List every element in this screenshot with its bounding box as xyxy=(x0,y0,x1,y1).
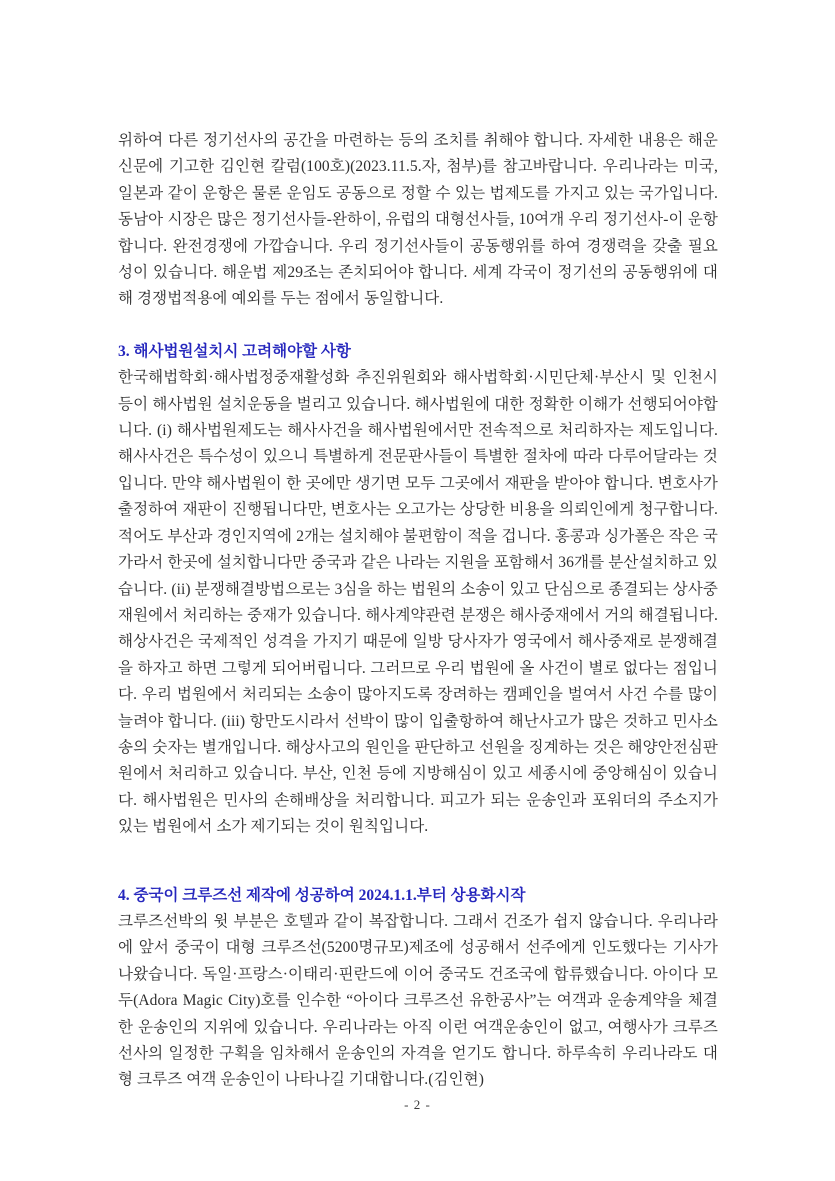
section-3-heading: 3. 해사법원설치시 고려해야할 사항 xyxy=(118,342,351,360)
section-3-paragraph-maritime-court: 한국해법학회·해사법정중재활성화 추진위원회와 해사법학회·시민단체·부산시 및 인천시 등이 해사법원 설치운동을 벌리고 있습니다. 해사법원에 대한 정확한 이해가 선행되어야합니다. (i) 해사법원제도는 해사사건을 해사법원에서만 전속적으로 처리하자는 제도입니다. 해사사건은 특수성이 있으니 특별하게 전문판사들이 특별한 절차에 따라 다루어달라는 것입니다. 만약 해사법원이 한 곳에만 생기면 모두 그곳에서 재판을 받아야 합니다. 변호사가 출정하여 재판이 진행됩니다만, 변호사는 오고가는 상당한 비용을 의뢰인에게 청구합니다. 적어도 부산과 경인지역에 2개는 설치해야 불편함이 적을 겁니다. 홍콩과 싱가폴은 작은 국가라서 한곳에 설치합니다만 중국과 같은 나라는 지원을 포함해서 36개를 분산설치하고 있습니다. (ii) 분쟁해결방법으로는 3심을 하는 법원의 소송이 있고 단심으로 종결되는 상사중재원에서 처리하는 중재가 있습니다. 해사계약관련 분쟁은 해사중재에서 거의 해결됩니다. 해상사건은 국제적인 성격을 가지기 때문에 일방 당사자가 영국에서 해사중재로 분쟁해결을 하자고 하면 그렇게 되어버립니다. 그러므로 우리 법원에 올 사건이 별로 없다는 점입니다. 우리 법원에서 처리되는 소송이 많아지도록 장려하는 캠페인을 벌여서 사건 수를 많이 늘려야 합니다. (iii) 항만도시라서 선박이 많이 입출항하여 해난사고가 많은 것하고 민사소송의 숫자는 별개입니다. 해상사고의 원인을 판단하고 선원을 징계하는 것은 해양안전심판원에서 처리하고 있습니다. 부산, 인천 등에 지방해심이 있고 세종시에 중앙해심이 있습니다. 해사법원은 민사의 손해배상을 처리합니다. 피고가 되는 운송인과 포워더의 주소지가 있는 법원에서 소가 제기되는 것이 원칙입니다. xyxy=(118,369,718,836)
page-number: - 2 - xyxy=(404,1097,431,1112)
page-body-text xyxy=(118,128,718,1094)
paragraph-continuation-liner-shipping: 위하여 다른 정기선사의 공간을 마련하는 등의 조치를 취해야 합니다. 자세한 내용은 해운신문에 기고한 김인현 칼럼(100호)(2023.11.5.자, 첨부)를 참고바랍니다. 우리나라는 미국, 일본과 같이 운항은 물론 운임도 공동으로 정할 수 있는 법제도를 가지고 있는 국가입니다. 동남아 시장은 많은 정기선사들-완하이, 유럽의 대형선사들, 10여개 우리 정기선사-이 운항합니다. 완전경쟁에 가깝습니다. 우리 정기선사들이 공동행위를 하여 경쟁력을 갖출 필요성이 있습니다. 해운법 제29조는 존치되어야 합니다. 세계 각국이 정기선의 공동행위에 대해 경쟁법적용에 예외를 두는 점에서 동일합니다. xyxy=(118,132,718,308)
section-4-paragraph-cruise-ship: 크루즈선박의 윗 부분은 호텔과 같이 복잡합니다. 그래서 건조가 쉽지 않습니다. 우리나라에 앞서 중국이 대형 크루즈선(5200명규모)제조에 성공해서 선주에게 인도했다는 기사가 나왔습니다. 독일·프랑스·이태리·핀란드에 이어 중국도 건조국에 합류했습니다. 아이다 모두(Adora Magic City)호를 인수한 “아이다 크루즈선 유한공사”는 여객과 운송계약을 체결한 운송인의 지위에 있습니다. 우리나라는 아직 이런 여객운송인이 없고, 여행사가 크루즈선사의 일정한 구획을 임차해서 운송인의 자격을 얻기도 합니다. 하루속히 우리나라도 대형 크루즈 여객 운송인이 나타나길 기대합니다.(김인현) xyxy=(118,912,718,1089)
section-4-heading: 4. 중국이 크루즈선 제작에 성공하여 2024.1.1.부터 상용화시작 xyxy=(118,886,526,904)
